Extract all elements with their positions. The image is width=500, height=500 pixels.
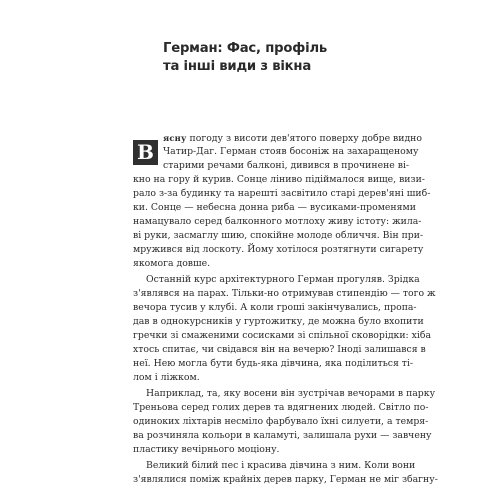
text-line: Чатир-Даг. Герман стояв босоніж на захаращеному	[163, 146, 419, 157]
text-line: ки. Сонце — небесна донна риба — вусиками-променями	[133, 202, 416, 213]
text-line: рало з-за будинку та нарешті засвітило старі дерев'яні шиб-	[133, 188, 431, 199]
text-line: намацувало серед балконного мотлоху живу істоту: жила-	[133, 216, 422, 227]
text-line: Наприклад, та, яку восени він зустрічав вечорами в парку	[146, 388, 436, 399]
text-line: старими речами балконі, дивився в прочинене ві-	[163, 160, 410, 171]
drop-cap: В	[133, 140, 158, 165]
text-line: вечора тусив у клубі. А коли гроші закінчувались, пропа-	[133, 302, 417, 313]
chapter-title	[163, 40, 327, 76]
text-line: одиноких ліхтарів несміло фарбувало їхні силуети, а темря-	[133, 416, 429, 427]
text-line: хтось спитає, чи свідався він на вечерю? Іноді залишався в	[133, 344, 426, 355]
text-line: кно на гору й курив. Сонце ліниво підіймалося вище, визи-	[133, 174, 425, 185]
text-line: мружився від лоскоту. Йому хотілося розтягнути сигарету	[133, 244, 424, 255]
text-line: неї. Нею могла бути будь-яка дівчина, яка поділиться ті-	[133, 358, 414, 369]
text-line: з'являвся на парах. Тільки-но отримував стипендію — того ж	[133, 288, 436, 299]
text-line: ва розчиняла кольори в каламуті, залишала рухи — завчену	[133, 430, 432, 441]
text-line: гречки зі смаженими сосисками зі спільної сковорідки: хіба	[133, 330, 432, 341]
text-line: Треньова серед голих дерев та вдягнених людей. Світло по-	[133, 402, 429, 413]
text-line: дав в однокурсників у гуртожитку, де можна було вхопити	[133, 316, 424, 327]
text-line: ві руки, засмаглу шию, спокійне молоде обличчя. Він при-	[133, 230, 424, 241]
text-line: якомога довше.	[133, 258, 211, 269]
text-line: Останній курс архітектурного Герман прогуляв. Зрідка	[146, 274, 420, 285]
text-line: пластику вечірнього моціону.	[133, 444, 280, 455]
first-word-small-caps: ясну	[163, 133, 187, 143]
text-line: ясну погоду з висоти дев'ятого поверху добре видно	[163, 133, 422, 144]
chapter-title-line-2: та інші види з вікна	[163, 59, 312, 74]
text-line: лом і ліжком.	[133, 372, 200, 383]
text-line: з'являлися поміж крайніх дерев парку, Герман не міг збагну-	[133, 474, 438, 485]
chapter-title-line-1: Герман: Фас, профіль	[163, 41, 328, 56]
text-line: Великий білий пес і красива дівчина з ним. Коли вони	[146, 460, 416, 471]
